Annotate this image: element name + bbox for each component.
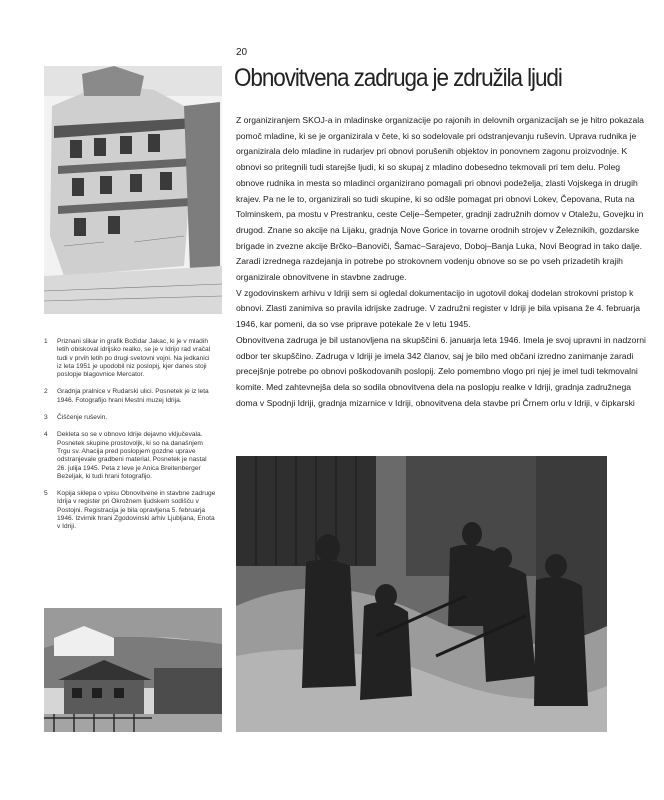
body-paragraph: Obnovitvena zadruga je bil ustanovljena na skupščini 6. januarja leta 1946. Imela je svoj upravni in nadzorni odbor ter skupščino. Zadruga v Idriji je imela 342 članov, saj je bilo med občani izredno zanimanje zaradi precejšnje potrebe po obnovi poškodovanih poslopij. Zelo pomembno vlogo pri njej je imel tudi tekmovalni komite. Med zahtevnejša dela so sodila obnovitvena dela na poslopju realke v Idriji, gradnja zadružnega doma v Spodnji Idriji, gradnja mizarnice v Idriji, obnovitvena dela stavbe pri Črnem orlu v Idriji, v čipkarski [236, 334, 646, 408]
caption-item [44, 414, 216, 422]
caption-number: 1 [44, 338, 48, 345]
caption-number: 4 [44, 431, 48, 439]
caption-text: Dekleta so se v obnovo Idrije dejavno vključevala. Posnetek skupine prostovoljk, ki so na današnjem Trgu sv. Ahacija pred poslopjem gozdne uprave odstranjevale gradbeni material. Posnetek je nastal 26. julija 1945. Peta z leve je Anica Breitenberger Bezeljak, ki tudi hrani fotografijo. [57, 431, 207, 480]
caption-text: Gradnja pralnice v Rudarski ulici. Posnetek je iz leta 1946. Fotografijo hrani Mestni muzej Idrija. [57, 388, 209, 404]
caption-item [44, 490, 216, 531]
caption-number: 5 [44, 490, 48, 498]
caption-item [44, 388, 216, 405]
caption-number: 3 [44, 414, 48, 422]
article-body [236, 113, 650, 411]
laundry-building-photo [44, 608, 222, 732]
caption-item [44, 431, 216, 481]
caption-number: 2 [44, 388, 48, 396]
women-clearing-rubble-photo [236, 456, 607, 732]
page-title: Obnovitvena zadruga je združila ljudi [234, 64, 562, 92]
body-paragraph: V zgodovinskem arhivu v Idriji sem si ogledal dokumentacijo in ugotovil dokaj dodelan strokovni pristop k obnovi. Zlasti zanimiva so pravila idrijske zadruge. V zadružni register v Idriji je bila vpisana že 4. februarja 1946, kar pomeni, da so vse priprave potekale že v letu 1945. [236, 287, 641, 330]
caption-text: Priznani slikar in grafik Božidar Jakac, ki je v mladih letih obiskoval idrijsko realko, se je v Idrijo rad vračal tudi v prvih letih po drugi svetovni vojni. Na jedkanici iz leta 1951 je upodobil niz poslopij, kjer danes stoji poslopje blagovnice Mercator. [57, 338, 211, 379]
caption-text: Čiščenje ruševin. [57, 414, 108, 422]
captions-list [44, 338, 216, 541]
page-number: 20 [236, 47, 248, 58]
etching-old-houses-image [44, 66, 222, 314]
caption-item [44, 338, 216, 379]
caption-text: Kopija sklepa o vpisu Obnovitvene in stavbne zadruge Idrija v register pri Okrožnem ljudskem sodišču v Postojni. Registracija je bila opravljena 5. februarja 1946. Izvirnik hrani Zgodovinski arhiv Ljubljana, Enota v Idriji. [57, 490, 216, 531]
body-paragraph: Z organiziranjem SKOJ-a in mladinske organizacije po rajonih in delovnih organizacijah se je hitro pokazala pomoč mladine, ki se je organizirala v čete, ki so sodelovale pri odstranjevanju ruševin. Uprava rudnika je organizirala delo mladine in rudarjev pri obnovi porušenih objektov in ponovnem zagonu proizvodnje. K obnovi so pritegnili tudi starejše ljudi, ki so skupaj z mladino dobesedno tekmovali pri tem delu. Poleg obnove rudnika in mesta so mladinci organizirano pomagali pri obnovi podeželja, zlasti Vojskega in drugih krajev. Pa ne le to, organizirali so tudi skupine, ki so odšle pomagat pri obnovi Lokev, Čepovana, Ruta na Tolminskem, pa mostu v Prestranku, ceste Celje–Šempeter, gradnji zadružnih domov v Otaležu, Govejku in drugod. Znane so akcije na Lijaku, gradnja Nove Gorice in tovarne orodnih strojev v Železnikih, gozdarske brigade in zvezne akcije Brčko–Banoviči, Šamac–Sarajevo, Doboj–Banja Luka, Novi Beograd in tako dalje. Zaradi izrednega razdejanja in potrebe po strokovnem vodenju obnove so se po vseh prizadetih krajih organizirale obnovitvene in stavbne zadruge. [236, 115, 644, 283]
